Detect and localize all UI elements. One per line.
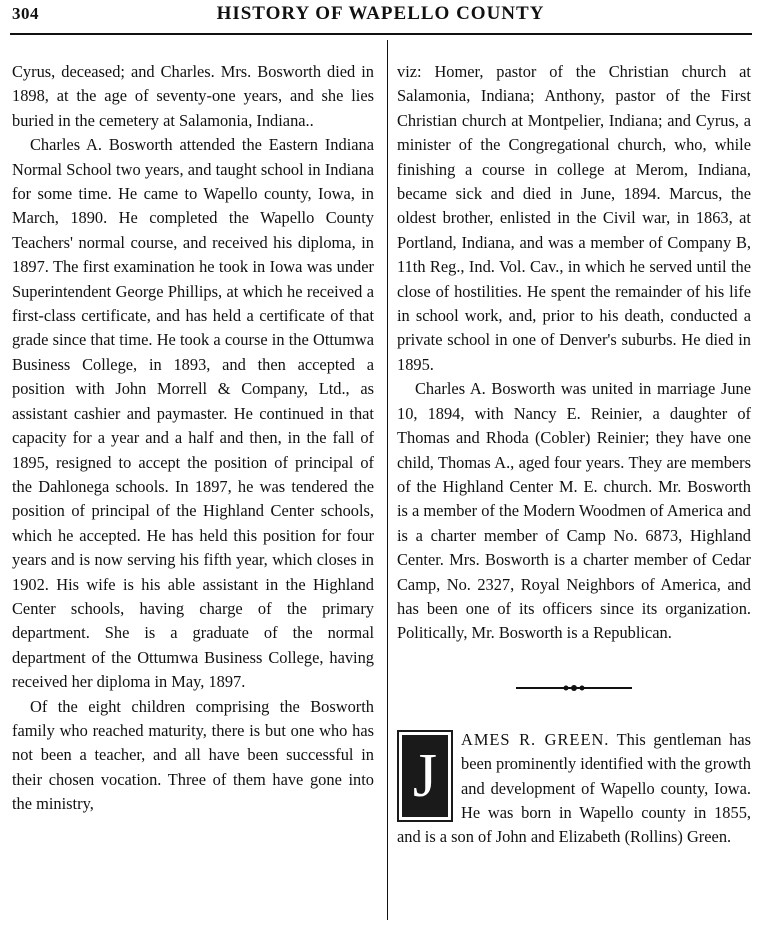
header-rule: [10, 33, 752, 35]
paragraph: Cyrus, deceased; and Charles. Mrs. Bosworth died in 1898, at the age of seventy-one years, and she lies buried in the cemetery at Salamonia, Indiana..: [12, 62, 374, 130]
section-ornament: [514, 682, 634, 694]
right-column: [397, 60, 751, 850]
biography-paragraph: [397, 728, 751, 850]
biography-name: AMES R. GREEN.: [461, 729, 610, 749]
running-head: HISTORY OF WAPELLO COUNTY: [216, 3, 545, 24]
left-column: [12, 60, 374, 817]
paragraph: viz: Homer, pastor of the Christian church at Salamonia, Indiana; Anthony, pastor of the First Christian church at Montpelier, Indiana; and Cyrus, a minister of the Congregational church, who, while finishing a course in college at Merom, Indiana, became sick and died in June, 1894. Marcus, the oldest brother, enlisted in the Civil war, in 1863, at Portland, Indiana, and was a member of Company B, 11th Reg., Ind. Vol. Cav., in which he served until the close of hostilities. He spent the remainder of his life in school work, and, prior to his death, conducted a private school in one of Denver's suburbs. He died in 1895.: [397, 62, 751, 374]
paragraph: Charles A. Bosworth attended the Eastern Indiana Normal School two years, and taught school in Indiana for some time. He came to Wapello county, Iowa, in March, 1890. He completed the Wapello County Teachers' normal course, and received his diploma, in 1897. The first examination he took in Iowa was under Superintendent George Phillips, at which he received a first-class certificate, and has held a certificate of that grade since that time. He took a course in the Ottumwa Business College, in 1893, and then accepted a position with John Morrell & Company, Ltd., as assistant cashier and paymaster. He continued in that capacity for a year and a half and then, in the fall of 1895, resigned to accept the position of principal of the Dahlonega schools. In 1897, he was tendered the position of principal of the Highland Center schools, which he accepted. He has held this position for four years and is now serving his fifth year, which closes in 1902. His wife is his able assistant in the Highland Center schools, having charge of the primary department. She is a graduate of the normal department of the Ottumwa Business College, having received her diploma in May, 1897.: [12, 135, 374, 692]
drop-cap: J: [397, 730, 453, 822]
paragraph: Charles A. Bosworth was united in marriage June 10, 1894, with Nancy E. Reinier, a daughter of Thomas and Rhoda (Cobler) Reinier; they have one child, Thomas A., aged four years. They are members of the Highland Center M. E. church. Mr. Bosworth is a member of the Modern Woodmen of America and is a charter member of Camp No. 6873, Highland Center. Mrs. Bosworth is a charter member of Cedar Camp, No. 2327, Royal Neighbors of America, and has been one of its officers since its organization. Politically, Mr. Bosworth is a Republican.: [397, 379, 751, 643]
biography-text: This gentleman has been prominently identified with the growth and development of Wapello county, Iowa. He was born in Wapello county in 1855, and is a son of John and Elizabeth (Rollins) Green.: [397, 729, 751, 847]
page-number: 304: [12, 4, 39, 23]
paragraph: Of the eight children comprising the Bosworth family who reached maturity, there is but one who has not been a teacher, and all have been successful in their chosen vocation. Three of them have gone into the ministry,: [12, 696, 374, 814]
column-divider: [387, 40, 388, 920]
